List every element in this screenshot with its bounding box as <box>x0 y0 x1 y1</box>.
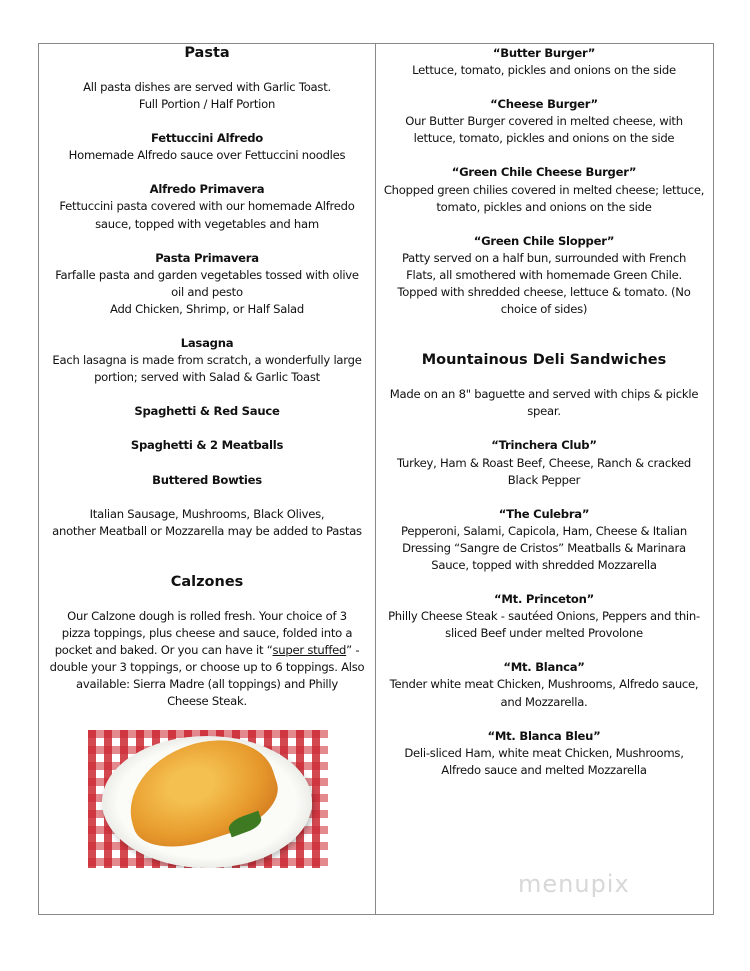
menu-item-description: Tender white meat Chicken, Mushrooms, Alfredo sauce, <box>389 677 699 692</box>
calzone-line: Our Calzone dough is rolled fresh. Your choice of 3 <box>67 608 347 623</box>
menu-item <box>377 728 711 779</box>
calzones-description <box>40 608 374 711</box>
calzones-title: Calzones <box>170 573 244 590</box>
menu-item <box>40 403 374 420</box>
pasta-intro <box>40 79 374 113</box>
menu-item-description: Black Pepper <box>507 472 581 487</box>
menu-item <box>40 335 374 386</box>
menu-item-name: Alfredo Primavera <box>149 182 265 197</box>
menu-item-description: sauce, topped with vegetables and ham <box>95 216 319 231</box>
pasta-title: Pasta <box>184 45 230 61</box>
menu-item-name: Spaghetti & 2 Meatballs <box>130 438 284 453</box>
menu-item-name: Fettuccini Alfredo <box>151 131 263 146</box>
menu-item-name: “Cheese Burger” <box>490 97 598 112</box>
pasta-addons <box>40 506 374 540</box>
menu-item <box>377 591 711 642</box>
menu-item-description: and Mozzarella. <box>500 694 588 709</box>
calzone-line: pizza toppings, plus cheese and sauce, folded into a <box>61 625 353 640</box>
pasta-intro-line: All pasta dishes are served with Garlic Toast. <box>83 80 331 94</box>
menu-item-description: oil and pesto <box>171 284 243 299</box>
menu-item-name: Buttered Bowties <box>152 472 262 487</box>
calzone-line <box>40 642 374 659</box>
menu-item-description: Patty served on a half bun, surrounded with French <box>401 250 687 265</box>
addons-line: another Meatball or Mozzarella may be added to Pastas <box>52 523 362 538</box>
menu-item-description: Dressing “Sangre de Cristos” Meatballs & Marinara <box>402 540 686 555</box>
menu-item-description: Homemade Alfredo sauce over Fettuccini noodles <box>68 148 346 163</box>
calzone-text: pocket and baked. Or you can have it “ <box>54 642 273 657</box>
menu-item-description: Add Chicken, Shrimp, or Half Salad <box>109 301 305 316</box>
menu-item <box>377 164 711 215</box>
menu-item <box>40 130 374 164</box>
deli-intro-line: Made on an 8" baguette and served with chips & pickle <box>389 387 699 402</box>
calzone-line: Cheese Steak. <box>167 694 247 709</box>
menu-item-name: Lasagna <box>180 336 234 351</box>
menu-item-description: Fettuccini pasta covered with our homemade Alfredo <box>59 199 355 214</box>
deli-intro <box>377 386 711 420</box>
menu-item <box>40 181 374 232</box>
menu-item-description: Lettuce, tomato, pickles and onions on the side <box>412 63 676 78</box>
menu-item-name: “Butter Burger” <box>492 46 596 60</box>
addons-line: Italian Sausage, Mushrooms, Black Olives, <box>89 506 325 521</box>
menu-item-name: Pasta Primavera <box>155 250 259 265</box>
menu-item-description: portion; served with Salad & Garlic Toast <box>94 370 320 385</box>
menu-item <box>377 437 711 488</box>
menu-item-description: Topped with shredded cheese, lettuce & tomato. (No <box>397 285 691 300</box>
menu-item-name: “Mt. Blanca” <box>503 660 585 675</box>
column-divider <box>375 43 376 915</box>
menu-item <box>377 45 711 79</box>
menu-item-description: lettuce, tomato, pickles and onions on the side <box>413 131 675 146</box>
menu-item-description: Pepperoni, Salami, Capicola, Ham, Cheese & Italian <box>401 523 687 538</box>
menu-item <box>377 506 711 574</box>
calzone-photo <box>88 730 328 868</box>
menu-item-name: Spaghetti & Red Sauce <box>134 404 280 419</box>
deli-title: Mountainous Deli Sandwiches <box>421 352 667 369</box>
menu-item-name: “The Culebra” <box>498 506 590 521</box>
menu-item-description: tomato, pickles and onions on the side <box>436 199 652 214</box>
pasta-intro-line: Full Portion / Half Portion <box>138 97 276 112</box>
menu-item-description: Sauce, topped with shredded Mozzarella <box>431 557 657 572</box>
menu-item-description: Turkey, Ham & Roast Beef, Cheese, Ranch & cracked <box>396 455 692 470</box>
calzone-text: ” - <box>346 642 360 657</box>
menu-item-description: Our Butter Burger covered in melted cheese, with <box>405 114 683 129</box>
menu-item-description: choice of sides) <box>500 302 588 317</box>
menu-item-description: sliced Beef under melted Provolone <box>445 626 643 641</box>
menupix-watermark: menupix <box>518 870 630 898</box>
menu-item <box>377 233 711 318</box>
menu-item <box>40 472 374 489</box>
calzone-line: available: Sierra Madre (all toppings) and Philly <box>76 677 338 692</box>
menu-item-description: Deli-sliced Ham, white meat Chicken, Mushrooms, <box>404 745 684 760</box>
menu-item-name: “Trinchera Club” <box>491 438 597 453</box>
menu-item <box>377 659 711 710</box>
menu-item <box>40 250 374 318</box>
menu-item-name: “Green Chile Cheese Burger” <box>451 165 637 180</box>
left-column <box>40 45 374 710</box>
menu-item-name: “Mt. Blanca Bleu” <box>487 728 601 743</box>
deli-intro-line: spear. <box>527 404 561 419</box>
menu-item-description: Each lasagna is made from scratch, a wonderfully large <box>52 353 362 368</box>
calzone-line: double your 3 toppings, or choose up to 6 toppings. Also <box>49 660 365 675</box>
menu-item-name: “Green Chile Slopper” <box>473 233 615 248</box>
menu-item-description: Farfalle pasta and garden vegetables tossed with olive <box>55 267 359 282</box>
right-column <box>377 45 711 779</box>
menu-item-name: “Mt. Princeton” <box>494 592 594 607</box>
menu-item <box>377 96 711 147</box>
menu-item-description: Flats, all smothered with homemade Green Chile. <box>406 267 682 282</box>
menu-item-description: Philly Cheese Steak - sautéed Onions, Peppers and thin- <box>388 609 700 624</box>
menu-item <box>40 437 374 454</box>
super-stuffed-text: super stuffed <box>272 642 347 657</box>
menu-item-description: Chopped green chilies covered in melted cheese; lettuce, <box>383 182 705 197</box>
menu-item-description: Alfredo sauce and melted Mozzarella <box>441 762 647 777</box>
